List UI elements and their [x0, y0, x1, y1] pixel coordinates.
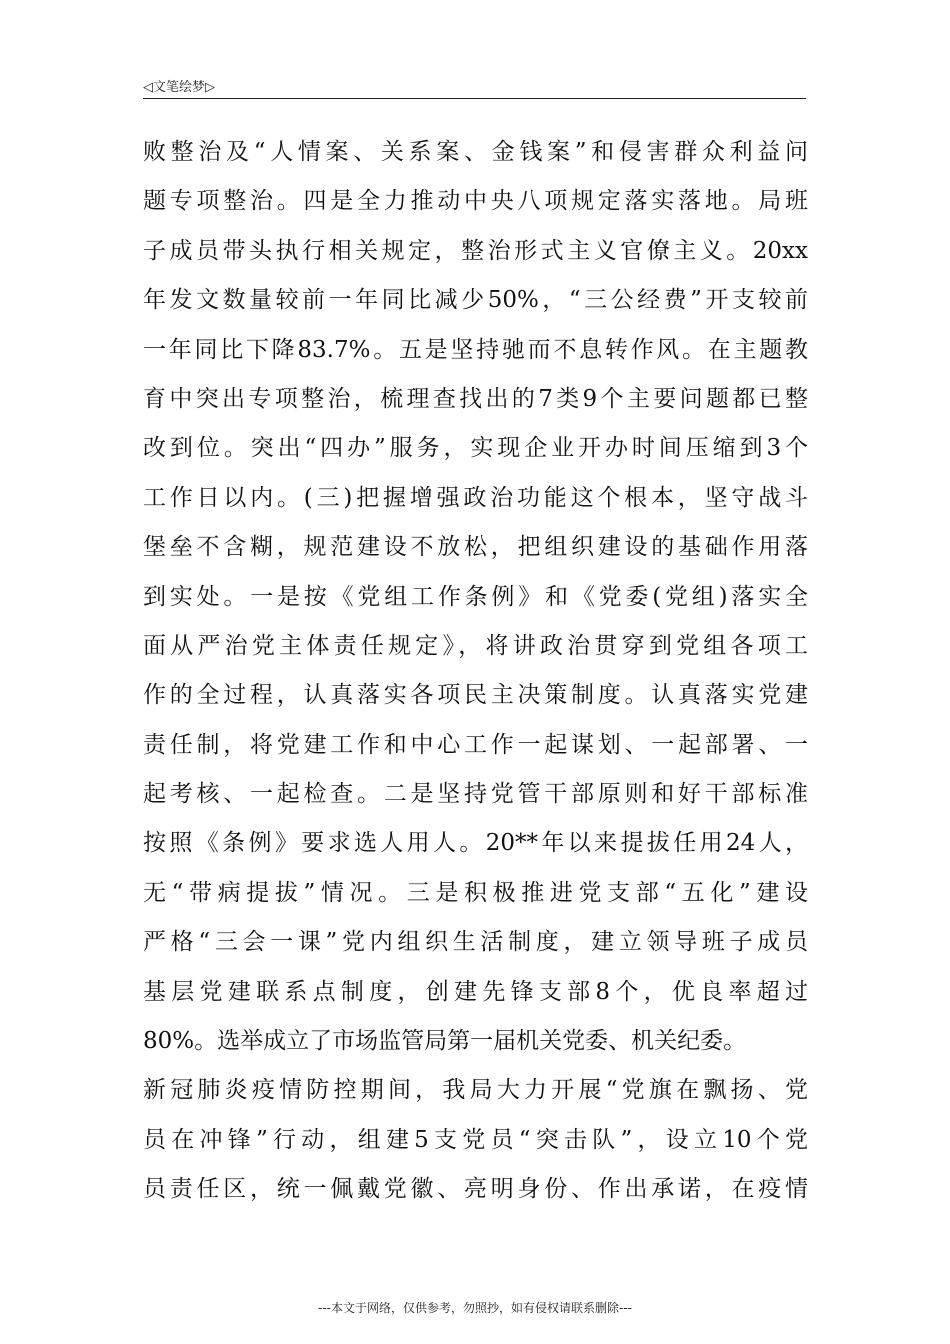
body-line: 80%。选举成立了市场监管局第一届机关党委、机关纪委。 [143, 1028, 747, 1055]
footer-disclaimer: ---本文于网络，仅供参考，勿照抄，如有侵权请联系删除--- [318, 1301, 632, 1315]
body-line: 育中突出专项整治，梳理查找出的7类9个主要问题都已整 [143, 385, 808, 412]
body-line: 员责任区，统一佩戴党徽、亮明身份、作出承诺，在疫情 [143, 1176, 808, 1203]
body-line: 子成员带头执行相关规定，整治形式主义官僚主义。20xx [143, 237, 808, 264]
body-line: 起考核、一起检查。二是坚持党管干部原则和好干部标准 [143, 781, 808, 808]
body-line: 题专项整治。四是全力推动中央八项规定落实落地。局班 [143, 188, 808, 215]
header-brand: ◁文笔绘梦▷ [143, 80, 215, 95]
body-line: 年发文数量较前一年同比减少50%，“三公经费”开支较前 [143, 287, 808, 314]
body-line: 基层党建联系点制度，创建先锋支部8个，优良率超过 [143, 978, 808, 1005]
page-header [143, 74, 806, 99]
body-line: 无“带病提拔”情况。三是积极推进党支部“五化”建设 [143, 879, 808, 906]
body-line: 到实处。一是按《党组工作条例》和《党委(党组)落实全 [143, 583, 808, 610]
body-line: 改到位。突出“四办”服务，实现企业开办时间压缩到3个 [143, 435, 808, 462]
body-line: 一年同比下降83.7%。五是坚持驰而不息转作风。在主题教 [143, 336, 808, 363]
body-line: 工作日以内。(三)把握增强政治功能这个根本，坚守战斗 [143, 484, 808, 511]
body-line: 新冠肺炎疫情防控期间，我局大力开展“党旗在飘扬、党 [143, 1077, 808, 1104]
document-body [143, 128, 808, 1215]
body-line: 员在冲锋”行动，组建5支党员“突击队”，设立10个党 [143, 1126, 808, 1153]
body-line: 严格“三会一课”党内组织生活制度，建立领导班子成员 [143, 929, 808, 956]
body-line: 面从严治党主体责任规定》，将讲政治贯穿到党组各项工 [143, 632, 808, 659]
body-line: 堡垒不含糊，规范建设不放松，把组织建设的基础作用落 [143, 534, 808, 561]
body-line: 作的全过程，认真落实各项民主决策制度。认真落实党建 [143, 682, 808, 709]
body-line: 按照《条例》要求选人用人。20**年以来提拔任用24人， [143, 830, 808, 857]
body-line: 败整治及“人情案、关系案、金钱案”和侵害群众利益问 [143, 139, 808, 165]
body-line: 责任制，将党建工作和中心工作一起谋划、一起部署、一 [143, 731, 808, 758]
